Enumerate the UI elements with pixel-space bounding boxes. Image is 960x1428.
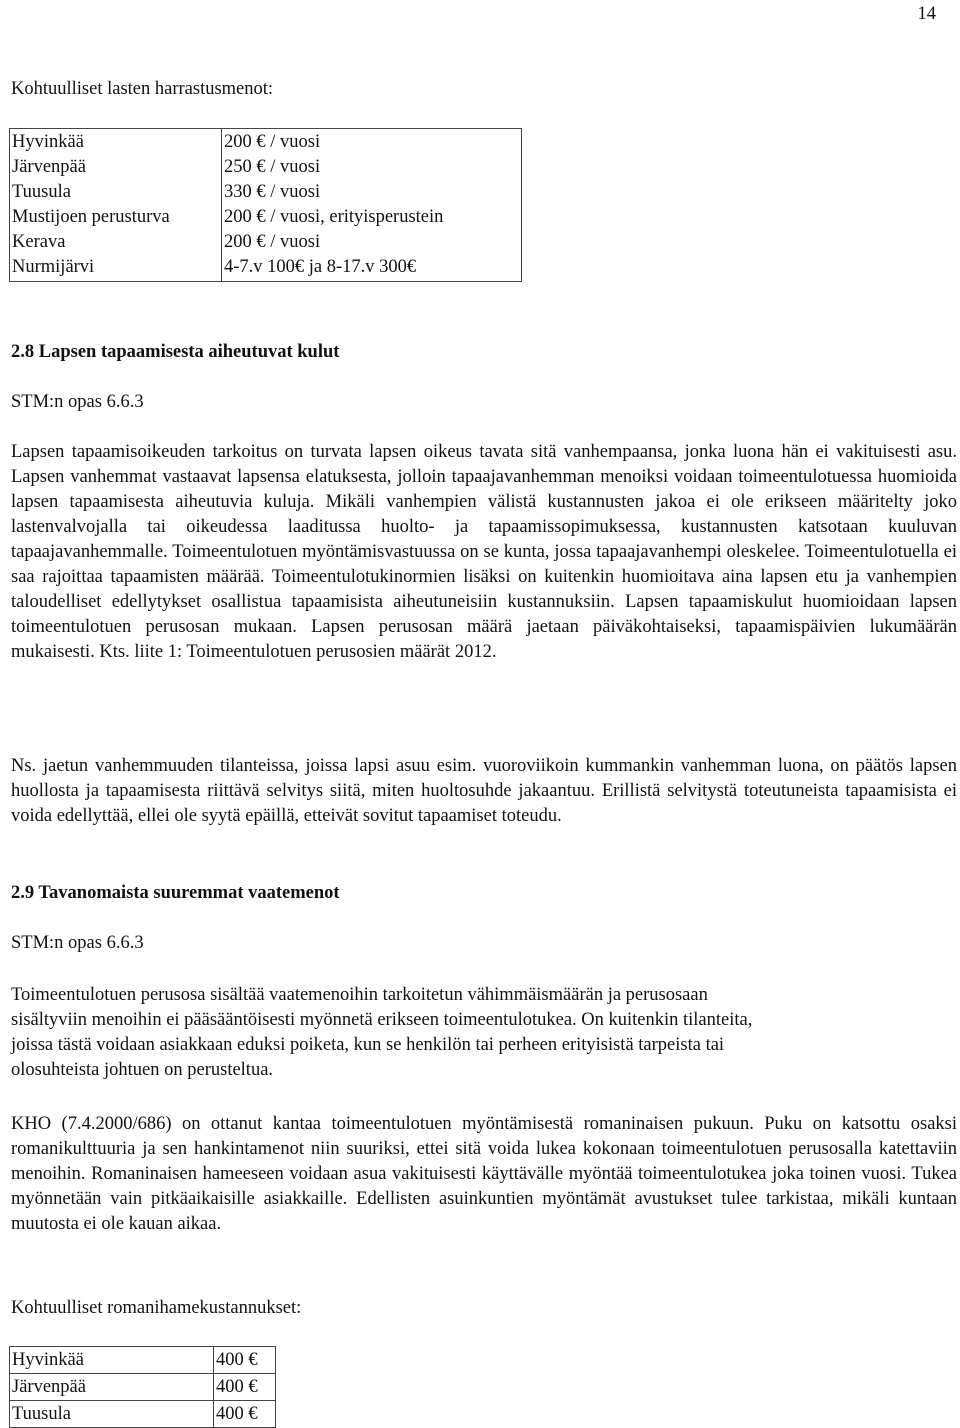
table-row xyxy=(10,129,522,156)
section-2-9-title: 2.9 Tavanomaista suuremmat vaatemenot xyxy=(11,883,340,903)
table-cell-municipality: Tuusula xyxy=(10,180,222,205)
table-cell-municipality: Järvenpää xyxy=(10,155,222,180)
table-row xyxy=(10,1347,276,1374)
section-2-9-reference: STM:n opas 6.6.3 xyxy=(11,933,144,953)
table-cell-amount: 400 € xyxy=(214,1374,276,1401)
section-2-9-paragraph-2: KHO (7.4.2000/686) on ottanut kantaa toimeentulotuen myöntämisestä romaninaisen pukuun. Puku on katsottu osaksi romanikulttuuria ja sen hankintamenot niin suuriksi, ettei sitä voida lukea kokonaan toimeentulotuen perusosalla katettaviin menoihin. Romaninaisen hameeseen voidaan asua vakituisesti käyttävälle myöntää toimeentulotukea joka toinen vuosi. Tukea myönnetään vain pitkäaikaisille asiakkaille. Edellisten asuinkuntien myöntämät avustukset tulee tarkistaa, mikäli kuntaan muutosta ei ole kauan aikaa. xyxy=(11,1114,957,1234)
table-row xyxy=(10,230,522,255)
section-2-9-paragraph-1 xyxy=(11,983,957,1083)
table-cell-amount: 200 € / vuosi, erityisperustein xyxy=(222,205,522,230)
table-cell-municipality: Hyvinkää xyxy=(10,1347,214,1374)
table-cell-amount: 4-7.v 100€ ja 8-17.v 300€ xyxy=(222,255,522,282)
section-2-8-title: 2.8 Lapsen tapaamisesta aiheutuvat kulut xyxy=(11,342,340,362)
table-row xyxy=(10,205,522,230)
section-2-8-reference: STM:n opas 6.6.3 xyxy=(11,392,144,412)
table-row xyxy=(10,180,522,205)
page-number: 14 xyxy=(917,4,936,24)
paragraph-line: olosuhteista johtuen on perusteltua. xyxy=(11,1060,274,1080)
table-row xyxy=(10,1401,276,1428)
roma-table xyxy=(9,1346,276,1428)
paragraph-line: Toimeentulotuen perusosa sisältää vaatemenoihin tarkoitetun vähimmäismäärän ja perusosaan xyxy=(11,985,708,1005)
table-cell-amount: 400 € xyxy=(214,1347,276,1374)
table-cell-amount: 200 € / vuosi xyxy=(222,129,522,156)
table-cell-municipality: Mustijoen perusturva xyxy=(10,205,222,230)
table-cell-municipality: Nurmijärvi xyxy=(10,255,222,282)
paragraph-line: sisältyviin menoihin ei pääsääntöisesti myönnetä erikseen toimeentulotukea. On kuitenkin tilanteita, xyxy=(11,1010,753,1030)
table-cell-amount: 250 € / vuosi xyxy=(222,155,522,180)
hobbies-table xyxy=(9,128,522,282)
section-2-8-paragraph-2: Ns. jaetun vanhemmuuden tilanteissa, joissa lapsi asuu esim. vuoroviikoin kummankin vanhemman luona, on päätös lapsen huollosta ja tapaamisesta riittävä selvitys siitä, miten huoltosuhde jakaantuu. Erillistä selvitystä toteutuneista tapaamisista ei voida edellyttää, ellei ole syytä epäillä, etteivät sovitut tapaamiset toteudu. xyxy=(11,756,957,826)
table-row xyxy=(10,1374,276,1401)
hobbies-heading: Kohtuulliset lasten harrastusmenot: xyxy=(11,79,274,99)
table-cell-municipality: Hyvinkää xyxy=(10,129,222,156)
table-row xyxy=(10,255,522,282)
section-2-8-body xyxy=(11,440,957,665)
table-cell-municipality: Kerava xyxy=(10,230,222,255)
paragraph-line: joissa tästä voidaan asiakkaan eduksi poiketa, kun se henkilön tai perheen erityisistä tarpeista tai xyxy=(11,1035,725,1055)
table-cell-municipality: Järvenpää xyxy=(10,1374,214,1401)
section-2-8-paragraph-1: Lapsen tapaamisoikeuden tarkoitus on turvata lapsen oikeus tavata sitä vanhempaansa, jonka luona hän ei vakituisesti asu. Lapsen vanhemmat vastaavat lapsensa elatuksesta, jolloin tapaajavanhemman menoiksi voidaan toimeentulotuessa huomioida lapsen tapaamisesta aiheutuvia kuluja. Mikäli vanhempien välistä kustannusten jakoa ei ole erikseen määritelty joko lastenvalvojalla tai oikeudessa laaditussa huolto- ja tapaamissopimuksessa, kustannusten katsotaan kuuluvan tapaajavanhemmalle. Toimeentulotuen myöntämisvastuussa on se kunta, jossa tapaajavanhempi oleskelee. Toimeentulotuella ei saa rajoittaa tapaamisten määrää. Toimeentulotukinormien lisäksi on kuitenkin huomioitava aina lapsen etu ja vanhempien taloudelliset edellytykset osallistua tapaamisista aiheutuneisiin kustannuksiin. Lapsen tapaamiskulut huomioidaan lapsen toimeentulotuen perusosan mukaan. Lapsen perusosan määrä jaetaan päiväkohtaiseksi, tapaamispäivien lukumäärän mukaisesti. Kts. liite 1: Toimeentulotuen perusosien määrät 2012. xyxy=(11,442,957,662)
table-cell-amount: 330 € / vuosi xyxy=(222,180,522,205)
table-cell-amount: 400 € xyxy=(214,1401,276,1428)
table-cell-municipality: Tuusula xyxy=(10,1401,214,1428)
section-2-8-body-2 xyxy=(11,754,957,829)
table-row xyxy=(10,155,522,180)
table-cell-amount: 200 € / vuosi xyxy=(222,230,522,255)
roma-heading: Kohtuulliset romanihamekustannukset: xyxy=(11,1298,302,1318)
section-2-9-body-2 xyxy=(11,1112,957,1237)
